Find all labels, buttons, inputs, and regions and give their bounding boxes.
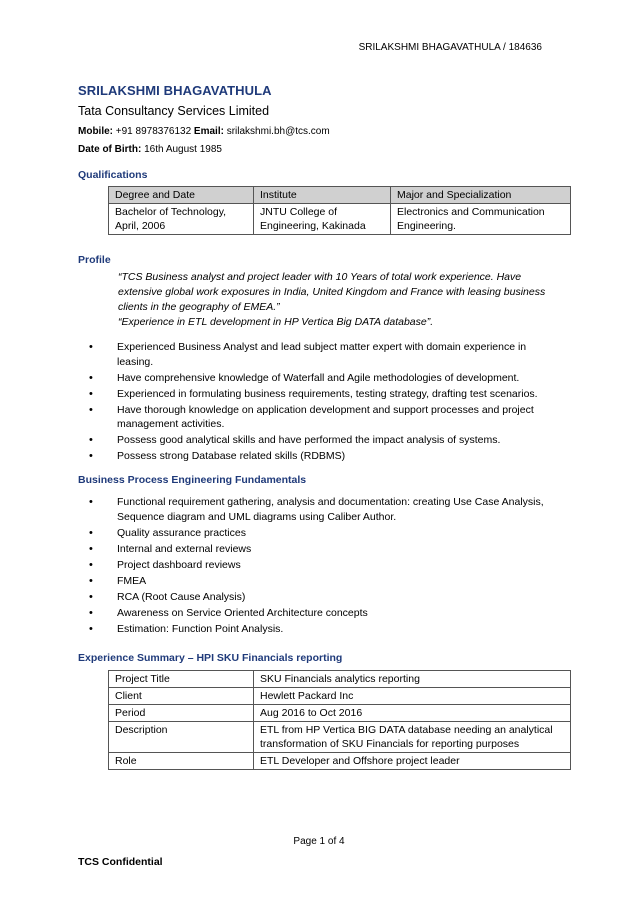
profile-bullet-list [89,340,559,465]
table-cell: Description [109,722,254,753]
table-cell: Aug 2016 to Oct 2016 [254,705,571,722]
table-cell: Bachelor of Technology, April, 2006 [109,204,254,235]
table-header-cell: Major and Specialization [391,187,571,204]
table-cell: Hewlett Packard Inc [254,688,571,705]
page-number: Page 1 of 4 [293,836,345,847]
list-item: • Possess strong Database related skills (RDBMS) [89,449,559,464]
table-header-cell: Degree and Date [109,187,254,204]
list-item: • Have thorough knowledge on application development and support processes and project management activities. [89,403,559,432]
mobile-number: +91 8978376132 [115,126,192,137]
list-item: • Estimation: Function Point Analysis. [89,622,559,637]
email-label: Email: [193,126,224,137]
dob-label: Date of Birth: [78,144,142,155]
experience-heading: Experience Summary – HPI SKU Financials reporting [78,652,343,664]
table-row [109,688,571,705]
profile-quote: “Experience in ETL development in HP Vertica Big DATA database”. [118,316,434,328]
candidate-name: SRILAKSHMI BHAGAVATHULA [78,83,272,98]
table-cell: ETL Developer and Offshore project leader [254,753,571,770]
list-item: • Project dashboard reviews [89,558,559,573]
table-row [109,705,571,722]
list-item: • Possess good analytical skills and have performed the impact analysis of systems. [89,433,559,448]
table-cell: Period [109,705,254,722]
table-cell: ETL from HP Vertica BIG DATA database needing an analytical transformation of SKU Financials for reporting purposes [254,722,571,753]
qualifications-heading: Qualifications [78,169,148,181]
list-item: • Experienced Business Analyst and lead subject matter expert with domain experience in leasing. [89,340,559,369]
table-cell: JNTU College of Engineering, Kakinada [254,204,391,235]
company-name: Tata Consultancy Services Limited [78,104,270,118]
table-cell: Project Title [109,671,254,688]
list-item: • Awareness on Service Oriented Architecture concepts [89,606,559,621]
list-item: • Functional requirement gathering, analysis and documentation: creating Use Case Analysis, Sequence diagram and UML diagrams using Caliber Author. [89,495,559,524]
experience-table [108,670,571,770]
list-item: • Experienced in formulating business requirements, testing strategy, drafting test scenarios. [89,387,559,402]
list-item: • RCA (Root Cause Analysis) [89,590,559,605]
table-row [109,753,571,770]
bpe-bullet-list [89,495,559,638]
running-header: SRILAKSHMI BHAGAVATHULA / 184636 [358,42,542,53]
bpe-heading: Business Process Engineering Fundamentals [78,474,307,486]
profile-heading: Profile [78,254,111,266]
table-cell: Client [109,688,254,705]
dob-line [78,144,222,155]
list-item: • Internal and external reviews [89,542,559,557]
mobile-label: Mobile: [78,126,113,137]
list-item: • Have comprehensive knowledge of Waterfall and Agile methodologies of development. [89,371,559,386]
email-address: srilakshmi.bh@tcs.com [226,126,330,137]
table-header-row [109,187,571,204]
profile-quote: “TCS Business analyst and project leader with 10 Years of total work experience. Have extensive global work exposures in India, United Kingdom and France with leasing business clients in the geography of EMEA.” [118,271,546,313]
table-cell: Role [109,753,254,770]
qualifications-table [108,186,571,235]
table-row [109,722,571,753]
list-item: • Quality assurance practices [89,526,559,541]
table-row [109,204,571,235]
table-header-cell: Institute [254,187,391,204]
list-item: • FMEA [89,574,559,589]
confidential-label: TCS Confidential [78,856,163,868]
table-cell: SKU Financials analytics reporting [254,671,571,688]
table-cell: Electronics and Communication Engineering. [391,204,571,235]
table-row [109,671,571,688]
contact-line [78,126,330,137]
dob-value: 16th August 1985 [144,144,222,155]
